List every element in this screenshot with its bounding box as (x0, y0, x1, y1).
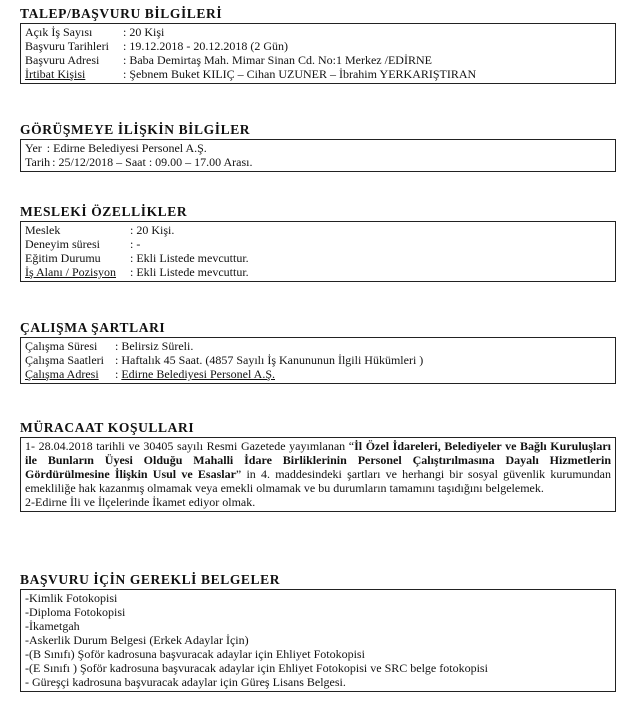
list-item: -İkametgah (25, 619, 80, 633)
row-value: 25/12/2018 – Saat : 09.00 – 17.00 Arası. (58, 155, 253, 169)
list-item: -(E Sınıfı ) Şoför kadrosuna başvuracak adaylar için Ehliyet Fotokopisi ve SRC belge fotokopisi (25, 661, 488, 675)
row-value: Şebnem Buket KILIÇ – Cihan UZUNER – İbrahim YERKARIŞTIRAN (129, 67, 477, 81)
documents-box (20, 589, 616, 692)
condition-text: ” in 4. maddesindeki şartları ve herhangi bir sosyal güvenlik kurumundan emekliliğe hak kazanmış olmamak veya emekli olmamak ve bu durumların tamamını taşıdığını belgelemek. (25, 467, 611, 495)
info-row: Meslek : 20 Kişi. (25, 223, 175, 237)
row-label: Eğitim Durumu (25, 251, 101, 265)
list-item: -(B Sınıfı) Şoför kadrosuna başvuracak adaylar için Ehliyet Fotokopisi (25, 647, 365, 661)
info-row: İş Alanı / Pozisyon : Ekli Listede mevcuttur. (25, 265, 249, 279)
list-item: -Askerlik Durum Belgesi (Erkek Adaylar İçin) (25, 633, 249, 647)
row-value: - (136, 237, 141, 251)
row-value: Ekli Listede mevcuttur. (136, 251, 249, 265)
info-row: Başvuru Adresi : Baba Demirtaş Mah. Mimar Sinan Cd. No:1 Merkez /EDİRNE (25, 53, 432, 67)
list-item: -Diploma Fotokopisi (25, 605, 126, 619)
info-row: Yer : Edirne Belediyesi Personel A.Ş. (25, 141, 207, 155)
info-box (20, 139, 616, 172)
row-value: 19.12.2018 - 20.12.2018 (2 Gün) (129, 39, 288, 53)
documents-list (25, 591, 611, 689)
info-row: İrtibat Kişisi : Şebnem Buket KILIÇ – Cihan UZUNER – İbrahim YERKARIŞTIRAN (25, 67, 477, 81)
row-value: 20 Kişi. (136, 223, 175, 237)
row-value: Haftalık 45 Saat. (4857 Sayılı İş Kanununun İlgili Hükümleri ) (121, 353, 424, 367)
row-label: Açık İş Sayısı (25, 25, 93, 39)
section-mesleki (20, 204, 616, 282)
row-label: Çalışma Adresi (25, 367, 99, 381)
row-value: Edirne Belediyesi Personel A.Ş. (53, 141, 207, 155)
section-title: MÜRACAAT KOŞULLARI (20, 420, 195, 435)
info-box (20, 23, 616, 84)
section-title: GÖRÜŞMEYE İLİŞKİN BİLGİLER (20, 122, 251, 137)
list-item: - Güreşçi kadrosuna başvuracak adaylar için Güreş Lisans Belgesi. (25, 675, 346, 689)
section-title: BAŞVURU İÇİN GEREKLİ BELGELER (20, 572, 281, 587)
row-label: Tarih (25, 155, 51, 169)
section-title: MESLEKİ ÖZELLİKLER (20, 204, 188, 219)
list-item: -Kimlik Fotokopisi (25, 591, 118, 605)
row-value: 20 Kişi (129, 25, 165, 39)
row-value: Belirsiz Süreli. (121, 339, 194, 353)
row-label: Çalışma Süresi (25, 339, 98, 353)
row-label: İrtibat Kişisi (25, 67, 86, 81)
row-label: Başvuru Tarihleri (25, 39, 109, 53)
row-value: Baba Demirtaş Mah. Mimar Sinan Cd. No:1 Merkez /EDİRNE (129, 53, 432, 67)
section-muracaat (20, 420, 616, 512)
condition-paragraph-2: 2-Edirne İli ve İlçelerinde İkamet ediyor olmak. (25, 495, 256, 509)
section-title: TALEP/BAŞVURU BİLGİLERİ (20, 6, 223, 21)
row-label: Deneyim süresi (25, 237, 100, 251)
section-belgeler (20, 572, 616, 692)
row-label: Başvuru Adresi (25, 53, 100, 67)
row-label: Çalışma Saatleri (25, 353, 104, 367)
info-row: Açık İş Sayısı : 20 Kişi (25, 25, 165, 39)
row-label: Meslek (25, 223, 61, 237)
info-row: Başvuru Tarihleri : 19.12.2018 - 20.12.2018 (2 Gün) (25, 39, 288, 53)
info-row: Eğitim Durumu : Ekli Listede mevcuttur. (25, 251, 249, 265)
section-title: ÇALIŞMA ŞARTLARI (20, 320, 166, 335)
row-value: Edirne Belediyesi Personel A.Ş. (121, 367, 275, 381)
condition-text: 1- 28.04.2018 tarihli ve 30405 sayılı Resmi Gazetede yayımlanan “ (25, 439, 355, 453)
info-row: Deneyim süresi : - (25, 237, 141, 251)
condition-paragraph-1 (25, 439, 611, 495)
info-box (20, 221, 616, 282)
info-box (20, 337, 616, 384)
row-value: Ekli Listede mevcuttur. (136, 265, 249, 279)
row-label: İş Alanı / Pozisyon (25, 265, 117, 279)
info-row: Tarih : 25/12/2018 – Saat : 09.00 – 17.00 Arası. (25, 155, 253, 169)
section-talep (20, 6, 616, 84)
section-gorusme (20, 122, 616, 172)
row-label: Yer (25, 141, 42, 155)
conditions-box (20, 437, 616, 512)
section-calisma (20, 320, 616, 384)
info-row: Çalışma Adresi : Edirne Belediyesi Personel A.Ş. (25, 367, 275, 381)
regulation-title: İl Özel İdareleri, Belediyeler ve Bağlı Kuruluşları ile Bunların Üyesi Olduğu Mahalli İdare Birliklerinin Personel Çalıştırılmasına Dayalı Hizmetlerin Gördürülmesine İlişkin Usul ve Esaslar (25, 439, 611, 481)
info-row: Çalışma Süresi : Belirsiz Süreli. (25, 339, 194, 353)
info-row: Çalışma Saatleri : Haftalık 45 Saat. (4857 Sayılı İş Kanununun İlgili Hükümleri ) (25, 353, 424, 367)
